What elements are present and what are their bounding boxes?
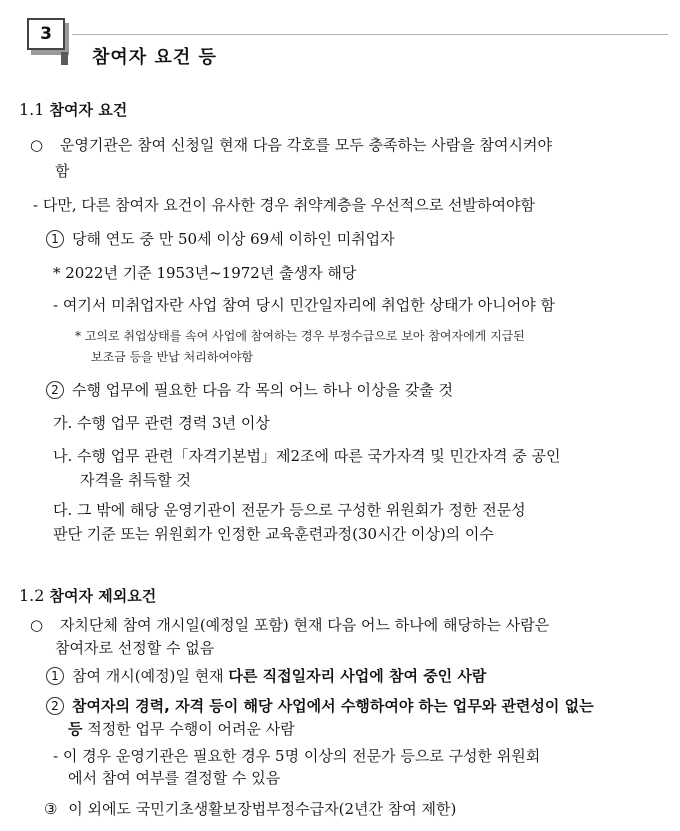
circled-number: 1 xyxy=(46,230,64,248)
s1-p2-dash: - 다만, 다른 참여자 요건이 유사한 경우 취약계층을 우선적으로 선발하여야함 xyxy=(33,196,535,214)
heading-1-1-number: 1.1 xyxy=(19,100,45,119)
exclusion-item-1 xyxy=(46,665,486,686)
exclusion-item-2-line-2 xyxy=(68,718,295,739)
section-number: 3 xyxy=(40,24,52,44)
item-2-text: 수행 업무에 필요한 다음 각 목의 어느 하나 이상을 갖출 것 xyxy=(72,381,453,399)
heading-1-2 xyxy=(19,585,156,606)
exclusion-item-3-text: 이 외에도 국민기초생활보장법부정수급자(2년간 참여 제한) xyxy=(68,800,457,818)
item-1-star-note: * 2022년 기준 1953년~1972년 출생자 해당 xyxy=(53,264,357,282)
s2-p1-continuation: 참여자로 선정할 수 없음 xyxy=(55,639,215,657)
item-1-text: 당해 연도 중 만 50세 이상 69세 이하인 미취업자 xyxy=(72,230,395,248)
item-1-dash-note: - 여기서 미취업자란 사업 참여 당시 민간일자리에 취업한 상태가 아니어야 함 xyxy=(53,296,555,314)
circled-number-3: ③ xyxy=(44,800,58,818)
item-1 xyxy=(46,228,395,249)
circled-number: 2 xyxy=(46,381,64,399)
sub-item-da-line-2: 판단 기준 또는 위원회가 인정한 교육훈련과정(30시간 이상)의 이수 xyxy=(53,525,494,543)
s2-p1-text: 자치단체 참여 개시일(예정일 포함) 현재 다음 어느 하나에 해당하는 사람은 xyxy=(59,616,550,634)
exclusion-item-2-rest: 적정한 업무 수행이 어려운 사람 xyxy=(82,720,295,738)
exclusion-item-2-dash-line-1: - 이 경우 운영기관은 필요한 경우 5명 이상의 전문가 등으로 구성한 위원회 xyxy=(53,747,541,765)
s1-p1-continuation: 함 xyxy=(55,162,70,180)
exclusion-item-2-line-1 xyxy=(46,695,594,716)
exclusion-item-2-bold-1: 참여자의 경력, 자격 등이 해당 사업에서 수행하여야 하는 업무와 관련성이 없는 xyxy=(72,697,594,715)
s1-bullet-line xyxy=(30,134,552,155)
sub-item-na-line-2: 자격을 취득할 것 xyxy=(80,471,191,489)
exclusion-item-1-bold: 다른 직접일자리 사업에 참여 중인 사람 xyxy=(228,667,487,685)
sub-item-da-line-1: 다. 그 밖에 해당 운영기관이 전문가 등으로 구성한 위원회가 정한 전문성 xyxy=(53,501,526,519)
section-title: 참여자 요건 등 xyxy=(92,47,217,68)
heading-1-1 xyxy=(19,99,127,120)
section-tab-decoration xyxy=(61,52,68,65)
heading-1-2-number: 1.2 xyxy=(19,586,45,605)
circled-number: 1 xyxy=(46,667,64,685)
exclusion-item-1-text: 참여 개시(예정)일 현재 xyxy=(72,667,229,685)
sub-item-ga: 가. 수행 업무 관련 경력 3년 이상 xyxy=(53,414,270,432)
exclusion-item-2-dash-line-2: 에서 참여 여부를 결정할 수 있음 xyxy=(68,769,281,787)
s2-bullet-line xyxy=(30,614,549,635)
item-1-footnote-line-2: 보조금 등을 반납 처리하여야함 xyxy=(91,350,254,364)
circle-bullet: ○ xyxy=(30,136,44,154)
section-number-box xyxy=(27,18,65,50)
circle-bullet: ○ xyxy=(30,616,44,634)
exclusion-item-2-bold-2: 등 xyxy=(68,720,83,738)
circled-number: 2 xyxy=(46,697,64,715)
s1-p1-text: 운영기관은 참여 신청일 현재 다음 각호를 모두 충족하는 사람을 참여시켜야 xyxy=(59,136,552,154)
item-1-footnote-line-1: * 고의로 취업상태를 속여 사업에 참여하는 경우 부정수급으로 보아 참여자에게 지급된 xyxy=(75,329,525,343)
sub-item-na-line-1: 나. 수행 업무 관련「자격기본법」제2조에 따른 국가자격 및 민간자격 중 공인 xyxy=(53,447,561,465)
section-rule xyxy=(72,34,668,35)
exclusion-item-3 xyxy=(44,798,456,819)
heading-1-2-title: 참여자 제외요건 xyxy=(49,587,157,605)
item-2 xyxy=(46,379,453,400)
heading-1-1-title: 참여자 요건 xyxy=(49,101,128,119)
